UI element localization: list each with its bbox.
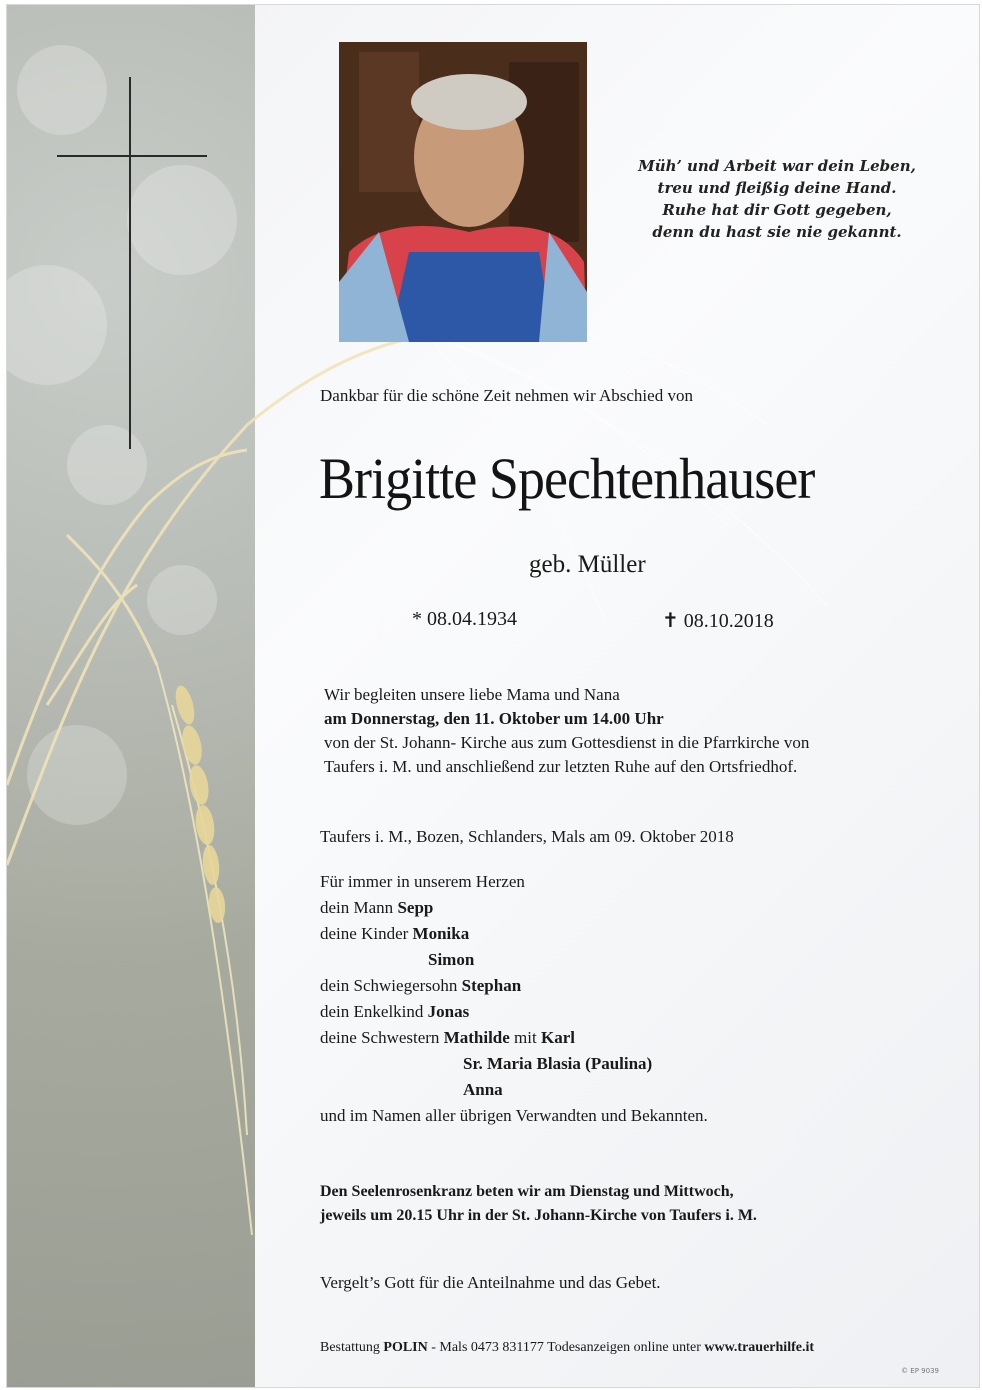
motto-line: denn du hast sie nie gekannt.: [652, 223, 902, 241]
relative-name: Stephan: [461, 976, 522, 995]
funeral-line: von der St. Johann- Kirche aus zum Gottesdienst in die Pfarrkirche von: [324, 733, 810, 752]
motto-line: Ruhe hat dir Gott gegeben,: [662, 201, 892, 219]
motto-line: treu und fleißig deine Hand.: [657, 179, 897, 197]
motto-line: Müh’ und Arbeit war dein Leben,: [638, 157, 916, 175]
family-husband: [320, 898, 433, 918]
relation-label: dein Mann: [320, 898, 394, 917]
rosary-line: jeweils um 20.15 Uhr in der St. Johann-Kirche von Taufers i. M.: [320, 1207, 757, 1224]
relation-label: deine Kinder: [320, 924, 409, 943]
funeral-line: Wir begleiten unsere liebe Mama und Nana: [324, 685, 620, 704]
footer: [320, 1340, 814, 1356]
relation-label: dein Schwiegersohn: [320, 976, 458, 995]
death-date: [662, 608, 774, 633]
rosary-line: Den Seelenrosenkranz beten wir am Dienstag und Mittwoch,: [320, 1183, 734, 1200]
family-intro: Für immer in unserem Herzen: [320, 872, 525, 891]
relative-name: Anna: [463, 1080, 503, 1099]
place-date: Taufers i. M., Bozen, Schlanders, Mals am 09. Oktober 2018: [320, 827, 734, 846]
family-closing: und im Namen aller übrigen Verwandten und Bekannten.: [320, 1106, 708, 1125]
family-grandchild: [320, 1002, 469, 1022]
relative-name: Simon: [428, 950, 475, 969]
relation-label: dein Enkelkind: [320, 1002, 424, 1021]
portrait-photo: [339, 42, 587, 342]
family-sisters: [320, 1028, 575, 1048]
deceased-name: Brigitte Spechtenhauser: [319, 446, 815, 511]
death-cross-icon: ✝: [662, 610, 679, 632]
family-soninlaw: [320, 976, 521, 996]
intro-text: Dankbar für die schöne Zeit nehmen wir Abschied von: [320, 386, 693, 405]
relation-label: mit: [514, 1028, 537, 1047]
relative-name: Mathilde: [443, 1028, 510, 1047]
funeral-line: Taufers i. M. und anschließend zur letzten Ruhe auf den Ortsfriedhof.: [324, 757, 798, 776]
obituary-page: [6, 4, 980, 1388]
relative-name: Monika: [412, 924, 470, 943]
footer-contact: - Mals 0473 831177 Todesanzeigen online unter: [431, 1340, 701, 1355]
funeral-date: am Donnerstag, den 11. Oktober um 14.00 Uhr: [324, 709, 664, 728]
birth-date: [412, 608, 517, 631]
relative-name: Jonas: [427, 1002, 470, 1021]
family-children: [320, 924, 469, 944]
footer-website: www.trauerhilfe.it: [704, 1340, 815, 1355]
maiden-name: geb. Müller: [529, 551, 646, 578]
birth-date-value: 08.04.1934: [427, 608, 517, 630]
thanks-text: Vergelt’s Gott für die Anteilnahme und das Gebet.: [320, 1273, 661, 1292]
relative-name: Karl: [540, 1028, 575, 1047]
relation-label: deine Schwestern: [320, 1028, 440, 1047]
motto-verse: [617, 155, 937, 243]
footer-company: POLIN: [383, 1340, 428, 1355]
death-date-value: 08.10.2018: [683, 610, 774, 632]
footer-prefix: Bestattung: [320, 1340, 380, 1355]
birth-star-icon: *: [412, 608, 422, 630]
print-code: © EP 9039: [901, 1367, 939, 1375]
relative-name: Sepp: [397, 898, 434, 917]
relative-name: Sr. Maria Blasia (Paulina): [463, 1054, 653, 1073]
